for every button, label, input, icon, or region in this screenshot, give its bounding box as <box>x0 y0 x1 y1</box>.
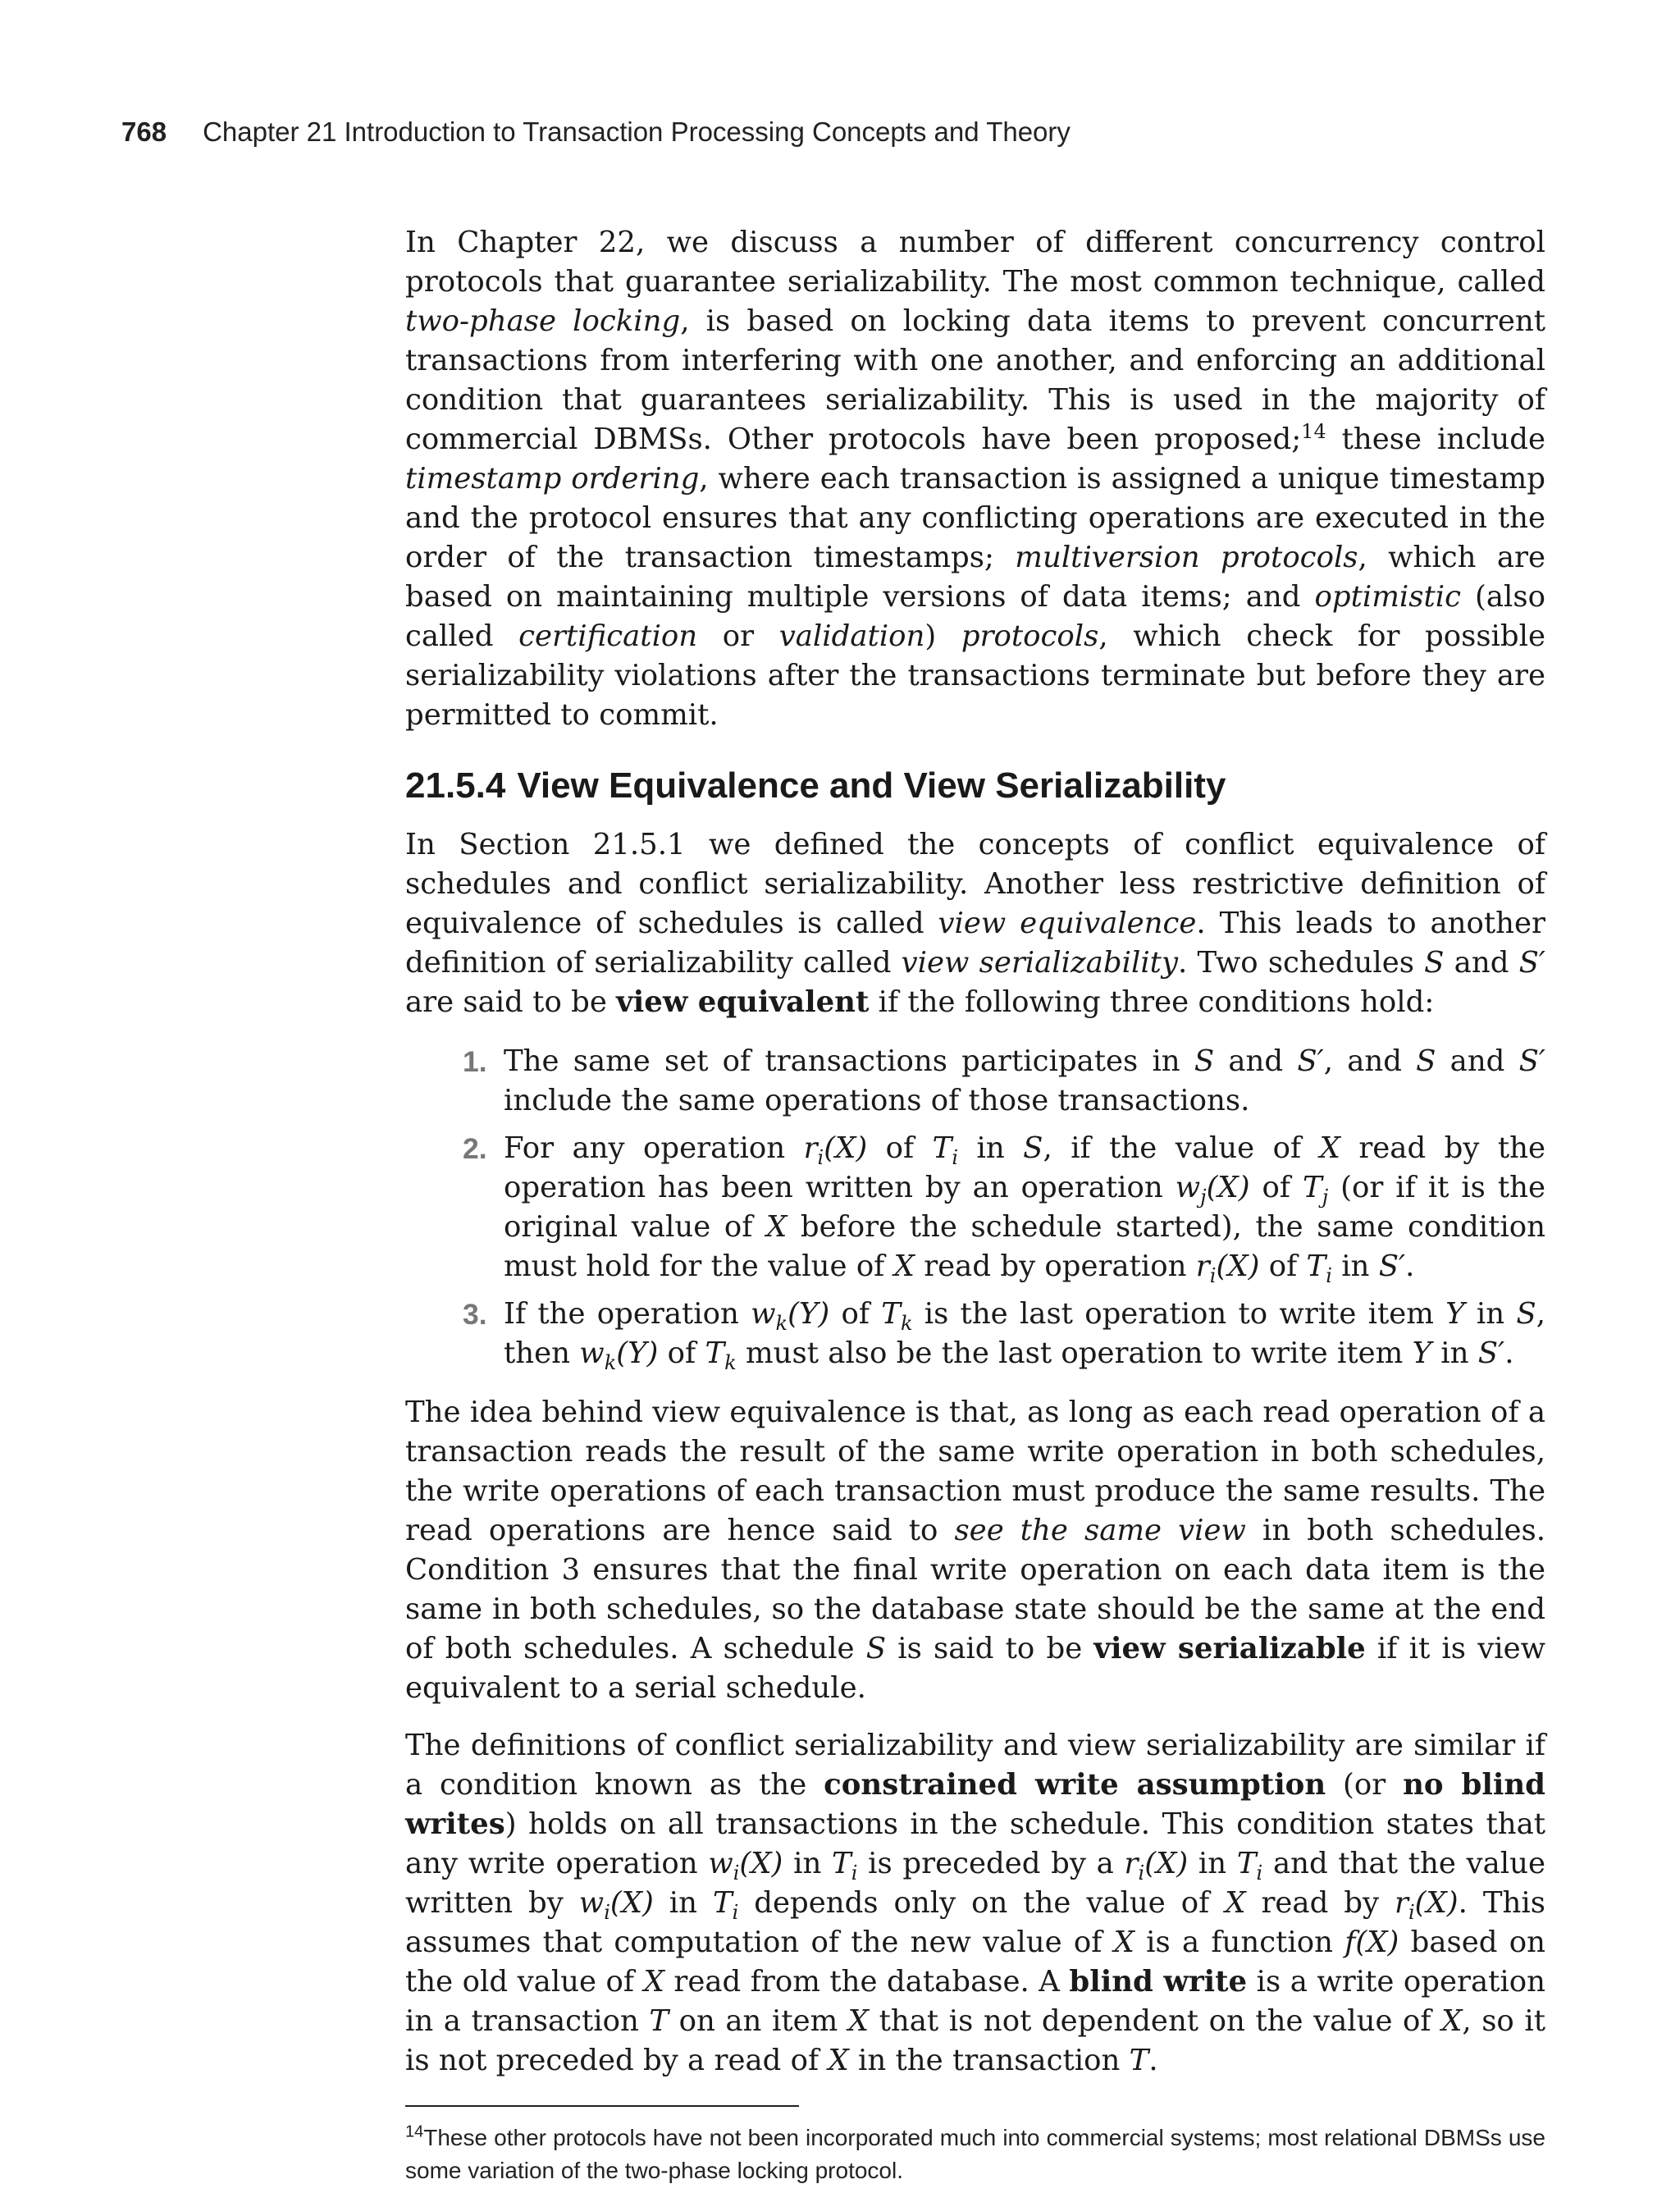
text: , is based on locking data items to prevent concurrent transactions from interfering with one another, and enforcing an additional condition that guarantees serializability. This is used in the majority of commercial DBMSs. Other protocols have been proposed; <box>405 304 1545 456</box>
list-number: 2. <box>463 1132 487 1165</box>
text: , where each transaction is assigned a unique timestamp and the protocol ensures that any conflicting operations are executed in the order of the transaction timestamps; <box>405 462 1545 574</box>
term: two-phase locking <box>405 304 681 338</box>
text: and that the value written by <box>405 1847 1545 1920</box>
paragraph-idea <box>405 1393 1545 1708</box>
math-var: (X) <box>1355 1926 1399 1959</box>
math-var: T <box>1236 1847 1257 1880</box>
math-subscript: i <box>1326 1264 1332 1288</box>
math-var: (Y) <box>616 1336 659 1370</box>
math-var: r <box>1124 1847 1139 1880</box>
text: read by the operation has been written by an operation <box>504 1131 1546 1204</box>
text: (also called <box>405 580 1545 653</box>
math-var: S <box>865 1632 887 1665</box>
math-var: r <box>1394 1886 1408 1920</box>
term: multiversion protocols <box>1015 541 1358 574</box>
math-var: S′ <box>1378 1249 1406 1283</box>
math-var: Y <box>1445 1297 1465 1331</box>
text: of <box>829 1297 882 1331</box>
math-var: f <box>1344 1926 1356 1959</box>
defined-term: no blind writes <box>405 1768 1545 1841</box>
text: before the schedule started), the same condition must hold for the value of <box>504 1210 1545 1283</box>
text: , which check for possible serializability violations after the transactions terminate but before they are permitted to commit. <box>405 619 1545 732</box>
text: is preceded by a <box>857 1847 1125 1880</box>
math-var: T <box>1306 1249 1326 1283</box>
paragraph-view-equivalence <box>405 825 1545 1022</box>
term: timestamp ordering <box>405 462 700 496</box>
math-subscript: i <box>851 1862 858 1885</box>
math-subscript: i <box>952 1146 959 1170</box>
math-var: w <box>579 1336 605 1370</box>
math-subscript: i <box>1256 1862 1263 1885</box>
text: in the transaction <box>848 2044 1130 2077</box>
math-var: T <box>1303 1171 1322 1204</box>
text: and <box>1214 1044 1298 1078</box>
footnote-text: These other protocols have not been incorporated much into commercial systems; most relational DBMSs use some variation of the two-phase locking protocol. <box>405 2125 1545 2183</box>
math-var: S′ <box>1297 1044 1324 1078</box>
text: (or <box>1326 1768 1404 1802</box>
math-var: S <box>1023 1131 1043 1165</box>
text: of <box>658 1336 705 1370</box>
math-var: T <box>705 1336 725 1370</box>
conditions-list <box>405 1042 1545 1373</box>
math-var: r <box>1195 1249 1210 1283</box>
page-body <box>405 223 1545 2187</box>
math-var: (X) <box>1144 1847 1189 1880</box>
math-var: w <box>751 1297 776 1331</box>
math-var: (X) <box>1414 1886 1459 1920</box>
footnote-divider <box>405 2105 799 2107</box>
math-var: S′ <box>1518 946 1545 980</box>
math-subscript: k <box>900 1312 913 1336</box>
math-subscript: k <box>724 1351 737 1375</box>
term: optimistic <box>1314 580 1462 614</box>
text: ) <box>924 619 961 653</box>
text: ) holds on all transactions in the schedule. This condition states that any write operation <box>405 1807 1545 1880</box>
math-var: S <box>1516 1297 1536 1331</box>
math-var: X <box>828 2044 849 2077</box>
text: is said to be <box>886 1632 1094 1665</box>
running-head <box>121 116 1071 148</box>
text: are said to be <box>405 985 617 1019</box>
text: in <box>1188 1847 1237 1880</box>
math-var: X <box>847 2004 870 2038</box>
math-subscript: j <box>1200 1186 1207 1209</box>
text: that is not dependent on the value of <box>869 2004 1442 2038</box>
defined-term: view equivalent <box>616 985 870 1019</box>
math-var: X <box>1319 1131 1340 1165</box>
math-var: X <box>1113 1926 1134 1959</box>
text: on an item <box>669 2004 848 2038</box>
text: In Chapter 22, we discuss a number of different concurrency control protocols that guarantee serializability. The most common technique, called <box>405 226 1545 299</box>
math-var: w <box>708 1847 733 1880</box>
text: , and <box>1323 1044 1417 1078</box>
text: is a write operation in a transaction <box>405 1965 1545 2038</box>
math-var: T <box>712 1886 733 1920</box>
paragraph-blind-writes <box>405 1726 1545 2081</box>
math-subscript: i <box>604 1901 610 1925</box>
text: in <box>1464 1297 1517 1331</box>
math-var: T <box>1129 2044 1149 2077</box>
text: . <box>1504 1336 1514 1370</box>
text: based on the old value of <box>405 1926 1545 1999</box>
math-subscript: j <box>1322 1186 1329 1209</box>
math-subscript: i <box>1209 1264 1217 1288</box>
math-var: X <box>766 1210 788 1244</box>
condition-item <box>463 1042 1545 1121</box>
math-var: T <box>881 1297 901 1331</box>
math-var: X <box>1225 1886 1246 1920</box>
text: and <box>1436 1044 1519 1078</box>
math-var: (Y) <box>788 1297 830 1331</box>
math-var: w <box>578 1886 605 1920</box>
math-subscript: k <box>775 1312 788 1336</box>
math-var: S′ <box>1477 1336 1505 1370</box>
math-var: X <box>893 1249 915 1283</box>
math-var: S <box>1416 1044 1436 1078</box>
math-subscript: i <box>1408 1901 1415 1925</box>
math-var: (X) <box>739 1847 783 1880</box>
text: of <box>867 1131 933 1165</box>
text: must also be the last operation to write item <box>736 1336 1413 1370</box>
text: these include <box>1326 423 1546 456</box>
paragraph-protocols <box>405 223 1545 735</box>
defined-term: constrained write assumption <box>824 1768 1326 1802</box>
math-var: S <box>1194 1044 1215 1078</box>
text: of <box>1259 1249 1307 1283</box>
page-number: 768 <box>121 116 167 147</box>
math-var: w <box>1175 1171 1201 1204</box>
term: protocols <box>961 619 1099 653</box>
footnote-ref[interactable]: 14 <box>1301 420 1326 444</box>
section-title: View Equivalence and View Serializability <box>517 765 1226 806</box>
text: read by <box>1245 1886 1395 1920</box>
text: in <box>958 1131 1024 1165</box>
text: The definitions of conflict serializability and view serializability are similar if a condition known as the <box>405 1729 1545 1802</box>
text: if the following three conditions hold: <box>869 985 1435 1019</box>
text: The idea behind view equivalence is that, as long as each read operation of a transaction reads the result of the same write operation in both schedules, the write operations of each transaction must produce the same results. The read operations are hence said to <box>405 1396 1545 1547</box>
text: . Two schedules <box>1178 946 1425 980</box>
math-var: (X) <box>1206 1171 1250 1204</box>
math-var: X <box>643 1965 664 1999</box>
math-var: (X) <box>824 1131 868 1165</box>
math-var: S <box>1424 946 1445 980</box>
math-var: (X) <box>1216 1249 1260 1283</box>
math-subscript: i <box>817 1146 824 1170</box>
text: , then <box>504 1297 1545 1370</box>
text: , if the value of <box>1043 1131 1320 1165</box>
text: in <box>653 1886 713 1920</box>
text: For any operation <box>504 1131 804 1165</box>
term: view equivalence <box>938 907 1197 940</box>
term: validation <box>778 619 925 653</box>
math-var: (X) <box>609 1886 654 1920</box>
text: in both schedules. Condition 3 ensures that the final write operation on each data item is the same in both schedules, so the database state should be the same at the end of both schedules. A schedule <box>405 1514 1545 1665</box>
text: of <box>1249 1171 1303 1204</box>
math-var: Y <box>1412 1336 1431 1370</box>
text: read from the database. A <box>664 1965 1070 1999</box>
text: is a function <box>1134 1926 1345 1959</box>
text: in <box>783 1847 833 1880</box>
text: The same set of transactions participates in <box>504 1044 1194 1078</box>
defined-term: blind write <box>1069 1965 1248 1999</box>
math-var: T <box>649 2004 669 2038</box>
defined-term: view serializable <box>1093 1632 1366 1665</box>
text: (or if it is the original value of <box>504 1171 1545 1244</box>
footnote-marker: 14 <box>405 2122 424 2141</box>
math-subscript: i <box>1138 1862 1145 1885</box>
text: if it is view equivalent to a serial schedule. <box>405 1632 1545 1705</box>
text: , so it is not preceded by a read of <box>405 2004 1545 2077</box>
condition-item <box>463 1295 1545 1375</box>
list-number: 1. <box>463 1045 487 1078</box>
text: in <box>1331 1249 1379 1283</box>
text: If the operation <box>504 1297 751 1331</box>
text: . <box>1148 2044 1158 2077</box>
text: , which are based on maintaining multiple versions of data items; and <box>405 541 1545 614</box>
text: In Section 21.5.1 we defined the concepts of conflict equivalence of schedules and conflict serializability. Another less restrictive definition of equivalence of schedules is called <box>405 828 1545 940</box>
term: see the same view <box>954 1514 1246 1547</box>
math-var: X <box>1441 2004 1463 2038</box>
running-title: Chapter 21 Introduction to Transaction Processing Concepts and Theory <box>203 116 1071 147</box>
text: and <box>1444 946 1519 980</box>
math-var: r <box>803 1131 818 1165</box>
text: . This assumes that computation of the new value of <box>405 1886 1545 1959</box>
text: or <box>697 619 779 653</box>
footnote <box>405 2122 1545 2187</box>
text: in <box>1431 1336 1478 1370</box>
math-subscript: i <box>732 1901 739 1925</box>
text: depends only on the value of <box>738 1886 1226 1920</box>
math-var: T <box>832 1847 851 1880</box>
text: . <box>1405 1249 1415 1283</box>
condition-item <box>463 1129 1546 1288</box>
math-var: T <box>932 1131 952 1165</box>
section-number: 21.5.4 <box>405 765 506 806</box>
math-subscript: k <box>604 1351 617 1375</box>
text: . This leads to another definition of serializability called <box>405 907 1545 980</box>
math-subscript: i <box>733 1862 740 1885</box>
term: certification <box>518 619 698 653</box>
section-heading <box>405 765 1545 807</box>
list-number: 3. <box>463 1298 487 1331</box>
math-var: S′ <box>1518 1044 1545 1078</box>
term: view serializability <box>901 946 1178 980</box>
text: read by operation <box>914 1249 1196 1283</box>
text: include the same operations of those transactions. <box>504 1084 1250 1117</box>
text: is the last operation to write item <box>912 1297 1446 1331</box>
